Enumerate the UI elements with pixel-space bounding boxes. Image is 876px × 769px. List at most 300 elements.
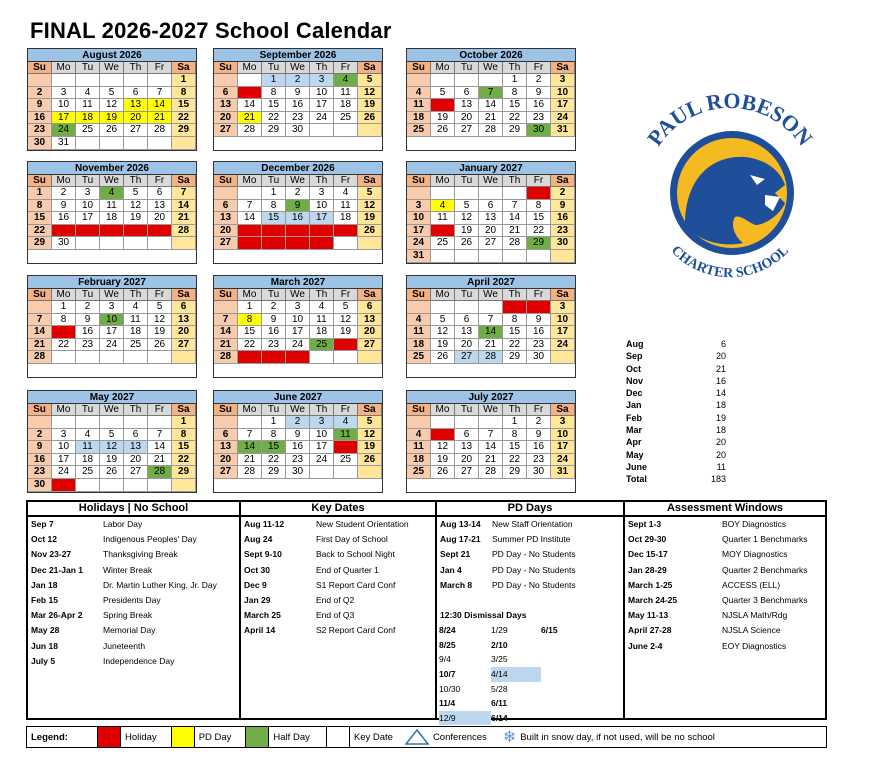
day-cell: 9 (286, 87, 310, 100)
day-cell: 5 (431, 314, 455, 327)
day-header: Su (407, 289, 431, 301)
day-cell: 29 (262, 124, 286, 137)
day-cell: 4 (407, 314, 431, 327)
day-header: Th (124, 289, 148, 301)
day-header: Sa (551, 404, 575, 416)
day-cell: 12 (431, 441, 455, 454)
day-header: Fr (148, 62, 172, 74)
day-cell: 1 (172, 74, 196, 87)
day-cell: 23 (28, 466, 52, 479)
day-cell: 22 (262, 225, 286, 238)
empty-cell (431, 250, 455, 263)
day-cell: 12 (431, 326, 455, 339)
day-cell: 6 (455, 314, 479, 327)
month-1 (213, 48, 383, 151)
empty-cell (148, 137, 172, 150)
day-cell: 4 (76, 87, 100, 100)
day-cell: 13 (455, 441, 479, 454)
day-cell: 14 (172, 200, 196, 213)
empty-cell (172, 479, 196, 492)
day-cell: 5 (358, 416, 382, 429)
month-title: April 2027 (407, 276, 575, 289)
day-cell: 26 (358, 225, 382, 238)
day-header: Th (310, 175, 334, 187)
day-cell: 7 (238, 200, 262, 213)
day-cell: 27 (479, 237, 503, 250)
empty-cell (238, 74, 262, 87)
day-cell: 7 (214, 314, 238, 327)
day-cell: 26 (455, 237, 479, 250)
day-cell: 28 (238, 466, 262, 479)
dismissal-row: 8/25 2/10 (439, 639, 508, 650)
day-cell: 12 (358, 200, 382, 213)
dismissal-row: 9/4 3/25 (439, 654, 508, 665)
day-cell: 15 (503, 326, 527, 339)
info-row: Oct 12 Indigenous Peoples' Day (31, 534, 197, 545)
logo-bottom-text: CHARTER SCHOOL (667, 243, 793, 282)
assessment-header: Assessment Windows (625, 502, 825, 517)
day-cell: 20 (358, 326, 382, 339)
day-header: Su (28, 62, 52, 74)
info-row: Aug 24 First Day of School (244, 534, 388, 545)
day-cell: 4 (407, 429, 431, 442)
day-header: Mo (431, 289, 455, 301)
day-cell: 16 (551, 212, 575, 225)
day-header: Tu (455, 289, 479, 301)
count-row: Dec 14 (626, 388, 726, 399)
day-cell: 6 (214, 429, 238, 442)
day-cell: 26 (431, 124, 455, 137)
day-cell: 17 (286, 326, 310, 339)
day-cell: 13 (455, 99, 479, 112)
day-cell: 6 (124, 429, 148, 442)
day-cell: 19 (124, 212, 148, 225)
empty-cell (100, 137, 124, 150)
day-cell: 4 (407, 87, 431, 100)
empty-cell (172, 137, 196, 150)
day-cell: 8 (527, 200, 551, 213)
day-header: Th (503, 404, 527, 416)
day-cell: 13 (148, 200, 172, 213)
logo-top-text: PAUL ROBESON (642, 87, 818, 151)
day-cell: 5 (358, 187, 382, 200)
day-cell: 13 (172, 314, 196, 327)
day-cell: 25 (407, 351, 431, 364)
day-cell: 10 (551, 314, 575, 327)
day-cell: 13 (214, 99, 238, 112)
day-cell: 24 (310, 454, 334, 467)
day-cell: 17 (52, 112, 76, 125)
day-cell: 13 (214, 441, 238, 454)
day-cell: 24 (310, 112, 334, 125)
day-cell: 21 (479, 339, 503, 352)
day-cell: 23 (286, 454, 310, 467)
day-header: We (286, 289, 310, 301)
day-cell: 19 (100, 454, 124, 467)
day-cell: 11 (76, 99, 100, 112)
day-cell: 14 (503, 212, 527, 225)
day-cell: 28 (479, 351, 503, 364)
month-4 (213, 161, 383, 264)
day-header: Mo (52, 289, 76, 301)
day-cell: 11 (124, 314, 148, 327)
day-cell: 12 (455, 212, 479, 225)
month-2 (406, 48, 576, 151)
day-header: Sa (358, 289, 382, 301)
holidays-column (28, 502, 241, 718)
day-cell: 6 (124, 87, 148, 100)
day-header: Su (28, 289, 52, 301)
day-cell: 22 (238, 339, 262, 352)
day-cell: 26 (100, 124, 124, 137)
day-header: Fr (527, 62, 551, 74)
page-title: FINAL 2026-2027 School Calendar (30, 18, 392, 43)
day-cell: 5 (455, 200, 479, 213)
day-cell: 11 (334, 87, 358, 100)
day-cell: 10 (100, 314, 124, 327)
empty-cell (124, 74, 148, 87)
day-cell: 16 (286, 99, 310, 112)
day-cell: 12 (100, 99, 124, 112)
empty-cell (455, 74, 479, 87)
info-row: Aug 11-12 New Student Orientation (244, 519, 409, 529)
day-cell: 3 (76, 187, 100, 200)
day-cell: 15 (503, 441, 527, 454)
day-cell: 25 (334, 112, 358, 125)
day-cell: 7 (148, 87, 172, 100)
day-cell: 10 (407, 212, 431, 225)
day-header: Tu (455, 404, 479, 416)
day-header: We (286, 62, 310, 74)
day-cell: 2 (286, 416, 310, 429)
day-cell: 26 (358, 112, 382, 125)
day-cell: 14 (479, 326, 503, 339)
day-cell: 9 (286, 429, 310, 442)
day-cell: 23 (551, 225, 575, 238)
day-cell: 13 (358, 314, 382, 327)
day-header: Tu (262, 289, 286, 301)
day-cell: 1 (262, 416, 286, 429)
day-cell: 24 (551, 339, 575, 352)
day-cell: 21 (479, 112, 503, 125)
day-cell: 11 (76, 441, 100, 454)
day-cell: 14 (238, 441, 262, 454)
day-cell: 27 (148, 225, 172, 238)
day-cell: 23 (262, 339, 286, 352)
day-cell: 24 (100, 339, 124, 352)
day-cell: 26 (100, 466, 124, 479)
empty-cell (479, 74, 503, 87)
empty-cell (310, 124, 334, 137)
day-cell: 20 (455, 454, 479, 467)
day-header: We (100, 62, 124, 74)
day-cell: 7 (148, 429, 172, 442)
day-cell: 18 (334, 212, 358, 225)
legend-key: Key Date (326, 727, 405, 747)
month-8 (406, 275, 576, 378)
day-header: Tu (76, 404, 100, 416)
day-cell: 8 (503, 87, 527, 100)
day-cell: 31 (52, 137, 76, 150)
day-cell: 10 (310, 87, 334, 100)
day-cell: 5 (431, 429, 455, 442)
day-cell: 3 (310, 187, 334, 200)
day-cell: 7 (172, 187, 196, 200)
day-cell: 1 (527, 187, 551, 200)
day-cell: 8 (262, 429, 286, 442)
empty-cell (172, 237, 196, 250)
day-cell: 23 (527, 112, 551, 125)
day-header: Fr (148, 175, 172, 187)
day-cell: 5 (100, 429, 124, 442)
day-cell: 28 (479, 124, 503, 137)
day-cell: 15 (262, 441, 286, 454)
info-row: Dec 21-Jan 1 Winter Break (31, 564, 153, 575)
day-cell: 20 (214, 225, 238, 238)
info-row: Jan 28-29 Quarter 2 Benchmarks (628, 564, 808, 575)
day-cell: 27 (124, 124, 148, 137)
day-cell: 18 (334, 99, 358, 112)
month-title: October 2026 (407, 49, 575, 62)
day-cell: 23 (286, 112, 310, 125)
day-header: Su (214, 289, 238, 301)
day-cell: 23 (527, 454, 551, 467)
day-cell: 18 (124, 326, 148, 339)
month-9 (27, 390, 197, 493)
day-cell: 25 (407, 466, 431, 479)
empty-cell (148, 351, 172, 364)
empty-cell (479, 416, 503, 429)
empty-cell (172, 351, 196, 364)
day-cell: 31 (551, 124, 575, 137)
empty-cell (455, 250, 479, 263)
day-cell: 30 (286, 466, 310, 479)
info-row: April 14 S2 Report Card Conf (244, 625, 396, 636)
day-cell: 17 (52, 454, 76, 467)
day-header: Su (28, 404, 52, 416)
day-cell: 14 (238, 212, 262, 225)
day-cell: 3 (310, 416, 334, 429)
day-cell: 26 (431, 466, 455, 479)
day-cell: 2 (527, 416, 551, 429)
info-row: June 2-4 EOY Diagnostics (628, 640, 787, 651)
day-cell: 1 (503, 74, 527, 87)
day-cell: 18 (76, 454, 100, 467)
day-header: Mo (431, 62, 455, 74)
day-cell: 20 (455, 112, 479, 125)
empty-cell (479, 250, 503, 263)
day-header: We (479, 62, 503, 74)
empty-cell (431, 301, 455, 314)
info-row: Jun 18 Juneteenth (31, 640, 146, 651)
count-row: Sep 20 (626, 351, 726, 362)
dismissal-title: 12:30 Dismissal Days (440, 609, 527, 620)
day-cell: 25 (334, 225, 358, 238)
empty-cell (148, 237, 172, 250)
count-row: May 20 (626, 449, 726, 460)
day-cell: 17 (551, 326, 575, 339)
day-header: Th (503, 175, 527, 187)
day-header: We (479, 175, 503, 187)
day-cell: 15 (503, 99, 527, 112)
count-row: Jan 18 (626, 400, 726, 411)
day-cell: 6 (214, 200, 238, 213)
day-cell: 14 (148, 441, 172, 454)
day-cell: 11 (407, 326, 431, 339)
day-cell: 1 (172, 416, 196, 429)
day-cell: 25 (76, 466, 100, 479)
empty-cell (407, 301, 431, 314)
month-title: June 2027 (214, 391, 382, 404)
day-cell: 24 (551, 454, 575, 467)
day-cell: 13 (124, 441, 148, 454)
empty-cell (214, 74, 238, 87)
empty-cell (100, 416, 124, 429)
day-cell: 20 (172, 326, 196, 339)
day-cell: 2 (551, 187, 575, 200)
day-cell: 14 (479, 441, 503, 454)
day-cell: 19 (455, 225, 479, 238)
month-10 (213, 390, 383, 493)
day-cell: 17 (76, 212, 100, 225)
day-cell: 14 (28, 326, 52, 339)
day-cell: 31 (286, 351, 310, 364)
empty-cell (148, 479, 172, 492)
month-title: July 2027 (407, 391, 575, 404)
day-cell: 10 (310, 429, 334, 442)
day-header: Sa (358, 62, 382, 74)
day-cell: 16 (262, 326, 286, 339)
day-header: Fr (334, 175, 358, 187)
day-cell: 22 (262, 454, 286, 467)
day-cell: 10 (76, 200, 100, 213)
day-header: Th (310, 289, 334, 301)
empty-cell (28, 74, 52, 87)
day-header: Tu (76, 62, 100, 74)
empty-cell (148, 74, 172, 87)
day-cell: 20 (214, 112, 238, 125)
empty-cell (124, 479, 148, 492)
day-header: Mo (238, 62, 262, 74)
empty-cell (431, 187, 455, 200)
day-cell: 6 (148, 187, 172, 200)
day-cell: 23 (76, 339, 100, 352)
day-header: Tu (262, 404, 286, 416)
day-header: Su (214, 62, 238, 74)
empty-cell (334, 124, 358, 137)
day-cell: 4 (334, 187, 358, 200)
day-cell: 17 (310, 441, 334, 454)
day-cell: 29 (527, 237, 551, 250)
empty-cell (551, 351, 575, 364)
day-header: Tu (262, 62, 286, 74)
info-row: March 1-25 ACCESS (ELL) (628, 579, 781, 590)
day-cell: 13 (124, 99, 148, 112)
day-cell: 16 (76, 326, 100, 339)
day-header: Mo (52, 175, 76, 187)
month-3 (27, 161, 197, 264)
empty-cell (455, 416, 479, 429)
day-header: Mo (238, 289, 262, 301)
day-cell: 8 (28, 200, 52, 213)
day-cell: 30 (527, 124, 551, 137)
empty-cell (334, 466, 358, 479)
day-header: Th (124, 404, 148, 416)
day-cell: 29 (28, 237, 52, 250)
day-cell: 27 (214, 466, 238, 479)
month-title: February 2027 (28, 276, 196, 289)
day-cell: 20 (124, 454, 148, 467)
day-cell: 21 (238, 225, 262, 238)
day-header: Sa (172, 404, 196, 416)
day-header: We (479, 289, 503, 301)
empty-cell (503, 250, 527, 263)
day-cell: 9 (52, 200, 76, 213)
day-cell: 30 (527, 351, 551, 364)
day-header: Fr (148, 404, 172, 416)
info-row: Feb 15 Presidents Day (31, 594, 161, 605)
day-cell: 2 (286, 187, 310, 200)
empty-cell (124, 237, 148, 250)
day-cell: 15 (28, 212, 52, 225)
day-cell: 5 (431, 87, 455, 100)
day-cell: 6 (479, 200, 503, 213)
day-cell: 16 (527, 99, 551, 112)
day-header: Mo (431, 404, 455, 416)
day-header: Sa (172, 62, 196, 74)
day-cell: 7 (479, 314, 503, 327)
day-cell: 28 (238, 237, 262, 250)
count-row: Oct 21 (626, 363, 726, 374)
info-row: March 8 PD Day - No Students (440, 579, 576, 590)
day-cell: 24 (286, 339, 310, 352)
empty-cell (310, 466, 334, 479)
day-cell: 28 (503, 237, 527, 250)
day-header: Sa (358, 404, 382, 416)
day-cell: 1 (262, 187, 286, 200)
day-cell: 8 (262, 200, 286, 213)
day-cell: 31 (407, 250, 431, 263)
day-cell: 18 (407, 112, 431, 125)
day-cell: 6 (172, 301, 196, 314)
legend-pd: PD Day (171, 727, 246, 747)
keydates-header: Key Dates (241, 502, 435, 517)
day-cell: 19 (100, 112, 124, 125)
day-cell: 9 (551, 200, 575, 213)
day-cell: 28 (214, 351, 238, 364)
day-cell: 2 (52, 187, 76, 200)
count-row: June 11 (626, 461, 726, 472)
info-row: Oct 30 End of Quarter 1 (244, 564, 379, 575)
day-cell: 7 (479, 87, 503, 100)
day-cell: 1 (503, 416, 527, 429)
day-cell: 18 (310, 326, 334, 339)
day-header: We (100, 289, 124, 301)
day-cell: 9 (76, 314, 100, 327)
day-cell: 3 (310, 74, 334, 87)
day-cell: 19 (431, 454, 455, 467)
day-header: Fr (527, 404, 551, 416)
day-cell: 9 (28, 441, 52, 454)
day-cell: 19 (431, 112, 455, 125)
day-cell: 19 (334, 326, 358, 339)
day-cell: 8 (172, 87, 196, 100)
empty-cell (238, 416, 262, 429)
day-cell: 29 (503, 351, 527, 364)
empty-cell (503, 187, 527, 200)
day-header: Mo (238, 175, 262, 187)
day-header: Th (124, 62, 148, 74)
